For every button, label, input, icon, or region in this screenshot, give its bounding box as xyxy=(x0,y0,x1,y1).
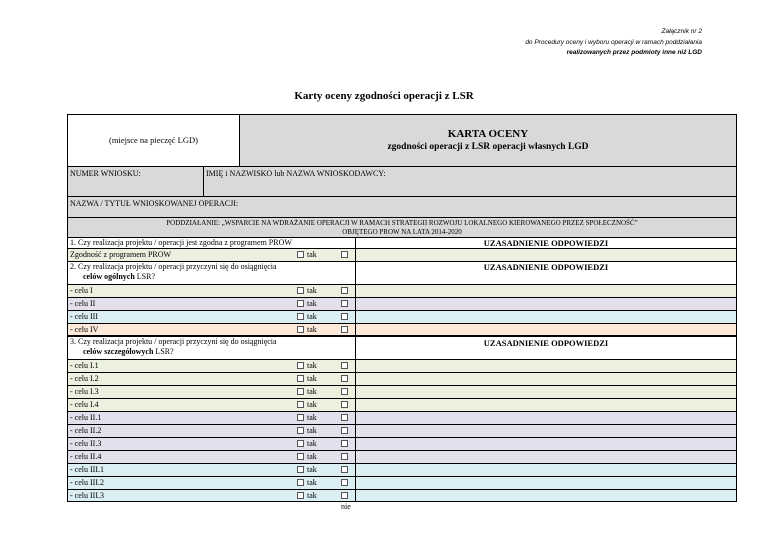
attachment-header xyxy=(525,27,702,59)
no-checkbox[interactable] xyxy=(341,490,355,512)
no-label: nie xyxy=(341,502,351,511)
objective-row xyxy=(67,450,737,463)
objective-row xyxy=(67,297,737,310)
yes-checkbox[interactable] xyxy=(297,373,317,384)
objective-label: - celu IV xyxy=(70,325,99,334)
objective-justification-input[interactable] xyxy=(355,373,736,385)
attachment-procedure: do Procedury oceny i wyboru operacji w ramach poddziałania xyxy=(525,38,702,46)
objective-justification-input[interactable] xyxy=(355,490,736,501)
yes-label: tak xyxy=(307,465,317,474)
objective-row xyxy=(67,437,737,450)
operation-title-row xyxy=(67,196,737,217)
objective-label: - celu I.3 xyxy=(70,387,99,396)
checkbox-icon xyxy=(341,375,348,382)
q2-question xyxy=(68,262,355,284)
submeasure-row xyxy=(67,217,737,237)
application-info-row xyxy=(67,166,737,196)
yes-label: tak xyxy=(307,286,317,295)
attachment-number: Załącznik nr 2 xyxy=(661,28,702,35)
objective-label: - celu I xyxy=(70,286,93,295)
objective-option-cell xyxy=(68,285,355,297)
checkbox-icon xyxy=(341,440,348,447)
yes-label: tak xyxy=(307,491,317,500)
objective-option-cell xyxy=(68,464,355,476)
objective-justification-input[interactable] xyxy=(355,324,736,335)
yes-label: tak xyxy=(307,413,317,422)
objective-label: - celu II.2 xyxy=(70,426,102,435)
checkbox-icon xyxy=(297,414,304,421)
applicant-label[interactable]: IMIĘ i NAZWISKO lub NAZWA WNIOSKODAWCY: xyxy=(203,167,736,196)
objective-label: - celu I.1 xyxy=(70,361,99,370)
checkbox-icon xyxy=(341,326,348,333)
yes-label: tak xyxy=(307,478,317,487)
yes-label: tak xyxy=(307,299,317,308)
objective-justification-input[interactable] xyxy=(355,360,736,372)
objective-justification-input[interactable] xyxy=(355,285,736,297)
objective-option-cell xyxy=(68,298,355,310)
yes-checkbox[interactable] xyxy=(297,425,317,436)
checkbox-icon xyxy=(297,440,304,447)
objective-row xyxy=(67,323,737,336)
checkbox-icon xyxy=(297,362,304,369)
yes-checkbox[interactable] xyxy=(297,490,317,501)
checkbox-icon xyxy=(341,492,348,499)
yes-label: tak xyxy=(307,312,317,321)
q2-question-line-1: 2. Czy realizacja projektu / operacji przyczyni się do osiągnięcia xyxy=(70,262,277,271)
checkbox-icon xyxy=(297,453,304,460)
checkbox-icon xyxy=(341,466,348,473)
checkbox-icon xyxy=(297,466,304,473)
checkbox-icon xyxy=(297,300,304,307)
checkbox-icon xyxy=(297,375,304,382)
checkbox-icon xyxy=(341,414,348,421)
objective-justification-input[interactable] xyxy=(355,464,736,476)
yes-label: tak xyxy=(307,374,317,383)
operation-title-label[interactable]: NAZWA / TYTUŁ WNIOSKOWANEJ OPERACJI: xyxy=(70,199,239,208)
objective-option-cell xyxy=(68,386,355,398)
q1-header-row xyxy=(67,237,737,248)
checkbox-icon xyxy=(341,479,348,486)
objective-row xyxy=(67,424,737,437)
objective-option-cell xyxy=(68,451,355,463)
objective-justification-input[interactable] xyxy=(355,412,736,424)
objective-label: - celu III xyxy=(70,312,98,321)
attachment-scope: realizowanych przez podmioty inne niż LGD xyxy=(566,49,702,56)
stamp-placeholder: (miejsce na pieczęć LGD) xyxy=(68,115,239,166)
yes-label: tak xyxy=(307,387,317,396)
checkbox-icon xyxy=(341,251,348,258)
objective-option-cell xyxy=(68,311,355,323)
q1-question: 1. Czy realizacja projektu / operacji jest zgodna z programem PROW xyxy=(68,238,355,248)
q2-rows xyxy=(67,284,737,336)
objective-label: - celu II xyxy=(70,299,96,308)
yes-checkbox[interactable] xyxy=(297,464,317,475)
objective-justification-input[interactable] xyxy=(355,298,736,310)
checkbox-icon xyxy=(297,479,304,486)
objective-option-cell xyxy=(68,477,355,489)
yes-label: tak xyxy=(307,400,317,409)
submeasure-line-2: OBJĘTEGO PROW NA LATA 2014-2020 xyxy=(342,227,462,236)
card-title-block xyxy=(239,115,736,166)
checkbox-icon xyxy=(341,287,348,294)
objective-row xyxy=(67,385,737,398)
objective-justification-input[interactable] xyxy=(355,438,736,450)
objective-option-cell xyxy=(68,360,355,372)
yes-label: tak xyxy=(307,452,317,461)
checkbox-icon xyxy=(297,251,304,258)
q2-question-line-2 xyxy=(70,272,353,282)
objective-row xyxy=(67,463,737,476)
objective-row xyxy=(67,310,737,323)
checkbox-icon xyxy=(297,388,304,395)
objective-row xyxy=(67,489,737,511)
q3-question-line-1: 3. Czy realizacja projektu / operacji przyczyni się do osiągnięcia xyxy=(70,337,277,346)
checkbox-icon xyxy=(341,362,348,369)
yes-checkbox[interactable] xyxy=(297,412,317,423)
yes-checkbox[interactable] xyxy=(297,451,317,462)
objective-option-cell xyxy=(68,438,355,450)
objective-label: - celu III.2 xyxy=(70,478,104,487)
yes-checkbox[interactable] xyxy=(297,249,317,260)
objective-justification-input[interactable] xyxy=(355,451,736,463)
q2-question-suffix: LSR? xyxy=(134,272,156,281)
yes-checkbox[interactable] xyxy=(297,324,317,335)
q3-question-line-2 xyxy=(70,347,353,357)
yes-label: tak xyxy=(307,426,317,435)
objective-label: - celu III.3 xyxy=(70,491,104,500)
q1-option-row xyxy=(67,248,737,261)
q3-rows xyxy=(67,359,737,511)
yes-checkbox[interactable] xyxy=(297,399,317,410)
objective-justification-input[interactable] xyxy=(355,425,736,437)
objective-justification-input[interactable] xyxy=(355,386,736,398)
yes-label: tak xyxy=(307,439,317,448)
yes-checkbox[interactable] xyxy=(297,438,317,449)
yes-checkbox[interactable] xyxy=(297,285,317,296)
q2-question-bold: celów ogólnych xyxy=(83,272,135,281)
checkbox-icon xyxy=(297,492,304,499)
objective-option-cell xyxy=(68,373,355,385)
submeasure-line-1: PODDZIAŁANIE: „WSPARCIE NA WDRAŻANIE OPERACJI W RAMACH STRATEGII ROZWOJU LOKALNEGO KIEROWANEGO PRZEZ SPOŁECZNOŚĆ” xyxy=(166,219,638,227)
yes-checkbox[interactable] xyxy=(297,477,317,488)
objective-row xyxy=(67,411,737,424)
q1-option-cell xyxy=(68,249,355,261)
objective-justification-input[interactable] xyxy=(355,477,736,489)
q3-question-bold: celów szczegółowych xyxy=(83,347,154,356)
objective-label: - celu II.4 xyxy=(70,452,102,461)
objective-label: - celu II.3 xyxy=(70,439,102,448)
objective-label: - celu I.4 xyxy=(70,400,99,409)
objective-row xyxy=(67,398,737,411)
submeasure-text xyxy=(68,218,736,237)
checkbox-icon xyxy=(341,427,348,434)
card-title: KARTA OCENY xyxy=(447,128,529,140)
objective-option-cell xyxy=(68,324,355,335)
objective-justification-input[interactable] xyxy=(355,399,736,411)
objective-row xyxy=(67,476,737,489)
objective-row xyxy=(67,284,737,297)
checkbox-icon xyxy=(297,313,304,320)
checkbox-icon xyxy=(341,300,348,307)
q1-justification-header: UZASADNIENIE ODPOWIEDZI xyxy=(355,238,736,248)
yes-checkbox[interactable] xyxy=(297,386,317,397)
q3-justification-header: UZASADNIENIE ODPOWIEDZI xyxy=(355,337,736,359)
objective-row xyxy=(67,372,737,385)
q2-header-row xyxy=(67,261,737,284)
objective-label: - celu III.1 xyxy=(70,465,104,474)
objective-option-cell xyxy=(68,490,355,511)
objective-option-cell xyxy=(68,425,355,437)
checkbox-icon xyxy=(297,326,304,333)
q1-option-label: Zgodność z programem PROW xyxy=(70,250,172,259)
yes-label: tak xyxy=(307,361,317,370)
yes-label: tak xyxy=(307,325,317,334)
document-title: Karty oceny zgodności operacji z LSR xyxy=(294,90,474,102)
card-subtitle: zgodności operacji z LSR operacji własnych LGD xyxy=(387,142,589,152)
q3-question-suffix: LSR? xyxy=(153,347,174,356)
objective-label: - celu I.2 xyxy=(70,374,99,383)
checkbox-icon xyxy=(341,453,348,460)
q3-header-row xyxy=(67,336,737,359)
evaluation-card xyxy=(67,114,737,511)
q3-question xyxy=(68,337,355,359)
checkbox-icon xyxy=(341,388,348,395)
checkbox-icon xyxy=(341,313,348,320)
objective-row xyxy=(67,359,737,372)
application-number-label[interactable]: NUMER WNIOSKU: xyxy=(70,169,141,178)
yes-checkbox[interactable] xyxy=(297,360,317,371)
objective-option-cell xyxy=(68,399,355,411)
checkbox-icon xyxy=(297,287,304,294)
q1-justification-input[interactable] xyxy=(355,249,736,261)
yes-checkbox[interactable] xyxy=(297,298,317,309)
checkbox-icon xyxy=(297,401,304,408)
yes-label: tak xyxy=(307,250,317,259)
objective-option-cell xyxy=(68,412,355,424)
card-header-row xyxy=(67,114,737,166)
yes-checkbox[interactable] xyxy=(297,311,317,322)
q2-justification-header: UZASADNIENIE ODPOWIEDZI xyxy=(355,262,736,284)
checkbox-icon xyxy=(341,401,348,408)
objective-justification-input[interactable] xyxy=(355,311,736,323)
checkbox-icon xyxy=(297,427,304,434)
objective-label: - celu II.1 xyxy=(70,413,102,422)
